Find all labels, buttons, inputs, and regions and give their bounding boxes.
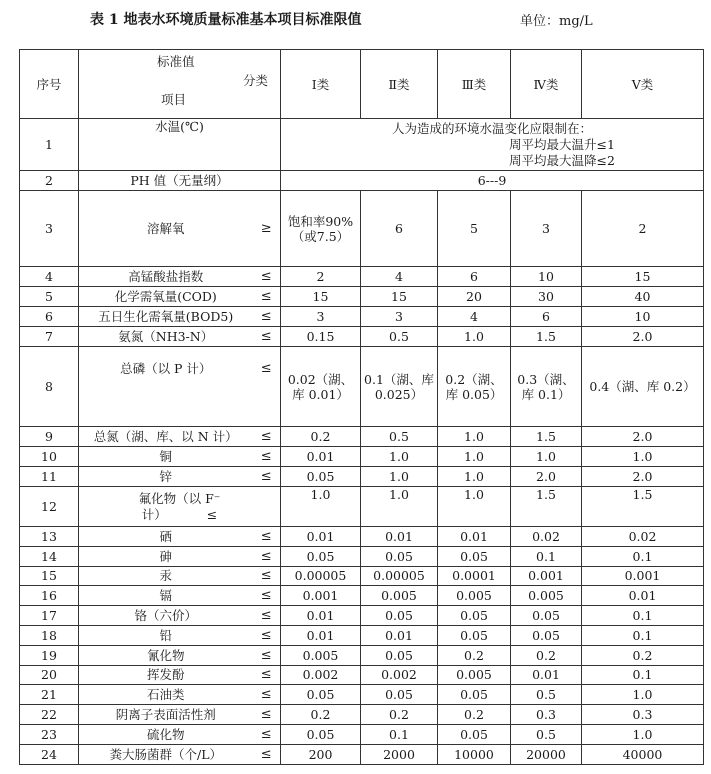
- value-class-4: 0.02: [511, 527, 582, 547]
- seq-cell: 20: [20, 665, 79, 685]
- water-temp-line-1: 人为造成的环境水温变化应限制在：: [391, 120, 592, 136]
- table-row: [20, 606, 704, 626]
- value-class-3: 1.0: [438, 467, 511, 487]
- value-class-4: 0.3: [511, 705, 582, 725]
- value-class-4: 0.01: [511, 665, 582, 685]
- header-item-label: 项目: [161, 92, 187, 107]
- item-name: 锌: [79, 467, 253, 487]
- value-class-1: 0.01: [281, 527, 361, 547]
- value-class-1: 0.15: [281, 327, 361, 347]
- header-class-5: Ⅴ类: [582, 50, 704, 119]
- operator-cell: ≤: [253, 665, 281, 685]
- operator-cell: ≤: [253, 287, 281, 307]
- value-class-1: 0.2: [281, 427, 361, 447]
- standard-limits-table: [19, 49, 704, 765]
- value-class-2: 0.01: [361, 625, 438, 645]
- table-row-12: [20, 487, 704, 527]
- value-class-3: 1.0: [438, 487, 511, 527]
- table-row: [20, 645, 704, 665]
- value-class-1: 0.00005: [281, 566, 361, 586]
- value-class-4: 20000: [511, 744, 582, 764]
- header-diagonal: [79, 50, 281, 119]
- operator-cell: ≤: [253, 527, 281, 547]
- operator-cell: ≤: [253, 724, 281, 744]
- item-name-fluoride: [79, 487, 281, 527]
- value-class-1: 2: [281, 267, 361, 287]
- value-class-3: 0.2（湖、库 0.05）: [438, 347, 511, 427]
- value-class-3: 4: [438, 307, 511, 327]
- table-row: [20, 566, 704, 586]
- seq-cell: 18: [20, 625, 79, 645]
- header-class-2: Ⅱ类: [361, 50, 438, 119]
- value-class-1: 0.05: [281, 467, 361, 487]
- value-class-5: 10: [582, 307, 704, 327]
- value-class-3: 1.0: [438, 327, 511, 347]
- value-class-4: 1.0: [511, 447, 582, 467]
- value-class-2: 15: [361, 287, 438, 307]
- value-class-3: 0.05: [438, 724, 511, 744]
- header-class-1: Ⅰ类: [281, 50, 361, 119]
- header-class-3: Ⅲ类: [438, 50, 511, 119]
- seq-cell: 3: [20, 191, 79, 267]
- item-name: 氨氮（NH3-N）: [79, 327, 253, 347]
- value-class-3: 0.2: [438, 705, 511, 725]
- value-class-5: 15: [582, 267, 704, 287]
- item-name: 硫化物: [79, 724, 253, 744]
- seq-cell: 8: [20, 347, 79, 427]
- value-class-4: 0.5: [511, 685, 582, 705]
- value-class-3: 10000: [438, 744, 511, 764]
- value-class-1: 1.0: [281, 487, 361, 527]
- value-class-2: 4: [361, 267, 438, 287]
- value-class-5: 40: [582, 287, 704, 307]
- value-class-3: 0.05: [438, 546, 511, 566]
- operator-cell: ≤: [253, 705, 281, 725]
- operator-cell: ≤: [253, 447, 281, 467]
- value-class-2: 0.05: [361, 685, 438, 705]
- header-seq: 序号: [20, 50, 79, 119]
- value-class-3: 1.0: [438, 427, 511, 447]
- value-class-4: 2.0: [511, 467, 582, 487]
- value-class-4: 0.5: [511, 724, 582, 744]
- value-class-5: 1.5: [582, 487, 704, 527]
- value-class-1: 0.01: [281, 606, 361, 626]
- value-class-2: 0.5: [361, 327, 438, 347]
- table-row: [20, 287, 704, 307]
- value-class-1: 0.01: [281, 447, 361, 467]
- value-class-5: 1.0: [582, 447, 704, 467]
- fluoride-name-line-1: 氟化物（以 F⁻: [138, 490, 221, 506]
- value-class-5: 40000: [582, 744, 704, 764]
- seq-cell: 15: [20, 566, 79, 586]
- value-class-5: 0.3: [582, 705, 704, 725]
- seq-cell: 4: [20, 267, 79, 287]
- table-row: [20, 744, 704, 764]
- operator-cell: ≤: [253, 267, 281, 287]
- item-name: 铬（六价）: [79, 606, 253, 626]
- value-class-5: 0.2: [582, 645, 704, 665]
- value-class-1: 0.01: [281, 625, 361, 645]
- value-class-2: 1.0: [361, 487, 438, 527]
- value-class-3: 0.005: [438, 665, 511, 685]
- value-class-2: 1.0: [361, 447, 438, 467]
- value-class-1: 0.2: [281, 705, 361, 725]
- seq-cell: 22: [20, 705, 79, 725]
- value-class-5: 2.0: [582, 427, 704, 447]
- value-class-2: 0.05: [361, 645, 438, 665]
- value-class-5: 1.0: [582, 724, 704, 744]
- value-class-5: 0.1: [582, 665, 704, 685]
- header-class-label: 分类: [242, 73, 268, 88]
- value-class-1: 0.05: [281, 685, 361, 705]
- operator-cell: ≤: [253, 744, 281, 764]
- table-row: [20, 665, 704, 685]
- value-class-5: 0.02: [582, 527, 704, 547]
- value-class-2: 0.5: [361, 427, 438, 447]
- item-name: 石油类: [79, 685, 253, 705]
- item-name: 化学需氧量(COD): [79, 287, 253, 307]
- item-name: 氰化物: [79, 645, 253, 665]
- table-row: [20, 527, 704, 547]
- item-name: 高锰酸盐指数: [79, 267, 253, 287]
- operator-cell: ≤: [206, 506, 218, 522]
- value-class-2: 0.2: [361, 705, 438, 725]
- seq-cell: 9: [20, 427, 79, 447]
- table-row-1: [20, 119, 704, 171]
- water-temp-rule: [281, 119, 704, 171]
- item-name: 五日生化需氧量(BOD5): [79, 307, 253, 327]
- value-class-4: 0.05: [511, 606, 582, 626]
- value-class-5: 0.1: [582, 625, 704, 645]
- value-class-5: 0.1: [582, 546, 704, 566]
- value-class-5: 0.1: [582, 606, 704, 626]
- value-class-2: 0.1（湖、库 0.025）: [361, 347, 438, 427]
- table-row: [20, 546, 704, 566]
- value-class-1: 0.05: [281, 724, 361, 744]
- value-class-4: 0.3（湖、库 0.1）: [511, 347, 582, 427]
- value-class-3: 20: [438, 287, 511, 307]
- table-row: [20, 705, 704, 725]
- value-class-4: 1.5: [511, 427, 582, 447]
- header-standard-label: 标准值: [157, 54, 195, 69]
- table-row: [20, 625, 704, 645]
- value-class-1: 饱和率90%（或7.5）: [281, 191, 361, 267]
- value-class-1: 0.05: [281, 546, 361, 566]
- item-name: 总磷（以 P 计）: [79, 347, 253, 427]
- value-class-3: 0.01: [438, 527, 511, 547]
- operator-cell: ≤: [253, 467, 281, 487]
- value-class-1: 0.02（湖、库 0.01）: [281, 347, 361, 427]
- seq-cell: 7: [20, 327, 79, 347]
- value-class-1: 200: [281, 744, 361, 764]
- value-class-2: 0.05: [361, 606, 438, 626]
- value-class-5: 0.4（湖、库 0.2）: [582, 347, 704, 427]
- value-class-2: 2000: [361, 744, 438, 764]
- value-class-3: 0.05: [438, 685, 511, 705]
- operator-cell: ≤: [253, 566, 281, 586]
- seq-cell: 21: [20, 685, 79, 705]
- table-title: 表 1 地表水环境质量标准基本项目标准限值: [90, 12, 362, 28]
- operator-cell: ≤: [253, 685, 281, 705]
- value-class-3: 6: [438, 267, 511, 287]
- value-class-5: 0.01: [582, 586, 704, 606]
- value-class-4: 6: [511, 307, 582, 327]
- item-name: 总氮（湖、库、以 N 计）: [79, 427, 253, 447]
- value-class-4: 0.1: [511, 546, 582, 566]
- item-name: 汞: [79, 566, 253, 586]
- seq-cell: 6: [20, 307, 79, 327]
- unit-label: 单位：mg/L: [520, 14, 593, 29]
- operator-cell: ≥: [253, 191, 281, 267]
- value-class-4: 0.05: [511, 625, 582, 645]
- table-row: [20, 467, 704, 487]
- seq-cell: 14: [20, 546, 79, 566]
- item-name: 砷: [79, 546, 253, 566]
- value-class-5: 2: [582, 191, 704, 267]
- seq-cell: 12: [20, 487, 79, 527]
- value-class-3: 5: [438, 191, 511, 267]
- table-row: [20, 685, 704, 705]
- value-class-2: 0.00005: [361, 566, 438, 586]
- value-class-4: 0.001: [511, 566, 582, 586]
- table-row: [20, 427, 704, 447]
- operator-cell: ≤: [253, 307, 281, 327]
- seq-cell: 17: [20, 606, 79, 626]
- seq-cell: 1: [20, 119, 79, 171]
- item-name: 铜: [79, 447, 253, 467]
- operator-cell: ≤: [253, 586, 281, 606]
- water-temp-line-2: 周平均最大温升≤1: [509, 136, 615, 152]
- item-name: PH 值（无量纲）: [79, 171, 281, 191]
- table-row: [20, 586, 704, 606]
- value-class-4: 0.005: [511, 586, 582, 606]
- value-class-1: 0.001: [281, 586, 361, 606]
- value-class-1: 0.002: [281, 665, 361, 685]
- value-class-3: 0.05: [438, 625, 511, 645]
- table-row-2: [20, 171, 704, 191]
- value-class-4: 30: [511, 287, 582, 307]
- item-name: 铅: [79, 625, 253, 645]
- operator-cell: ≤: [253, 427, 281, 447]
- seq-cell: 10: [20, 447, 79, 467]
- value-class-1: 3: [281, 307, 361, 327]
- item-name: 溶解氧: [79, 191, 253, 267]
- value-class-5: 0.001: [582, 566, 704, 586]
- value-class-4: 3: [511, 191, 582, 267]
- value-class-4: 1.5: [511, 487, 582, 527]
- value-class-4: 0.2: [511, 645, 582, 665]
- table-row-8: [20, 347, 704, 427]
- item-name: 硒: [79, 527, 253, 547]
- value-class-5: 2.0: [582, 467, 704, 487]
- item-name: 水温(℃): [79, 119, 281, 171]
- operator-cell: ≤: [253, 645, 281, 665]
- operator-cell: ≤: [253, 327, 281, 347]
- value-class-4: 1.5: [511, 327, 582, 347]
- value-class-3: 0.0001: [438, 566, 511, 586]
- value-class-2: 6: [361, 191, 438, 267]
- table-row: [20, 724, 704, 744]
- table-row: [20, 447, 704, 467]
- seq-cell: 16: [20, 586, 79, 606]
- value-class-3: 0.005: [438, 586, 511, 606]
- seq-cell: 13: [20, 527, 79, 547]
- value-class-2: 0.1: [361, 724, 438, 744]
- operator-cell: ≤: [253, 606, 281, 626]
- operator-cell: ≤: [253, 347, 281, 427]
- water-temp-line-3: 周平均最大温降≤2: [509, 152, 615, 168]
- header-class-4: Ⅳ类: [511, 50, 582, 119]
- value-class-3: 1.0: [438, 447, 511, 467]
- ph-range: 6---9: [281, 171, 704, 191]
- value-class-2: 0.005: [361, 586, 438, 606]
- table-row: [20, 307, 704, 327]
- item-name: 挥发酚: [79, 665, 253, 685]
- seq-cell: 11: [20, 467, 79, 487]
- header-row: [20, 50, 704, 119]
- value-class-4: 10: [511, 267, 582, 287]
- table-row: [20, 327, 704, 347]
- value-class-1: 15: [281, 287, 361, 307]
- value-class-1: 0.005: [281, 645, 361, 665]
- item-name: 阴离子表面活性剂: [79, 705, 253, 725]
- item-name: 粪大肠菌群（个/L）: [79, 744, 253, 764]
- value-class-5: 2.0: [582, 327, 704, 347]
- operator-cell: ≤: [253, 546, 281, 566]
- operator-cell: ≤: [253, 625, 281, 645]
- seq-cell: 19: [20, 645, 79, 665]
- value-class-2: 0.01: [361, 527, 438, 547]
- value-class-5: 1.0: [582, 685, 704, 705]
- table-row: [20, 267, 704, 287]
- value-class-3: 0.05: [438, 606, 511, 626]
- seq-cell: 5: [20, 287, 79, 307]
- item-name: 镉: [79, 586, 253, 606]
- value-class-2: 1.0: [361, 467, 438, 487]
- value-class-2: 0.002: [361, 665, 438, 685]
- table-row-3: [20, 191, 704, 267]
- value-class-3: 0.2: [438, 645, 511, 665]
- seq-cell: 23: [20, 724, 79, 744]
- fluoride-name-line-2: 计）: [141, 506, 167, 522]
- value-class-2: 3: [361, 307, 438, 327]
- seq-cell: 24: [20, 744, 79, 764]
- value-class-2: 0.05: [361, 546, 438, 566]
- seq-cell: 2: [20, 171, 79, 191]
